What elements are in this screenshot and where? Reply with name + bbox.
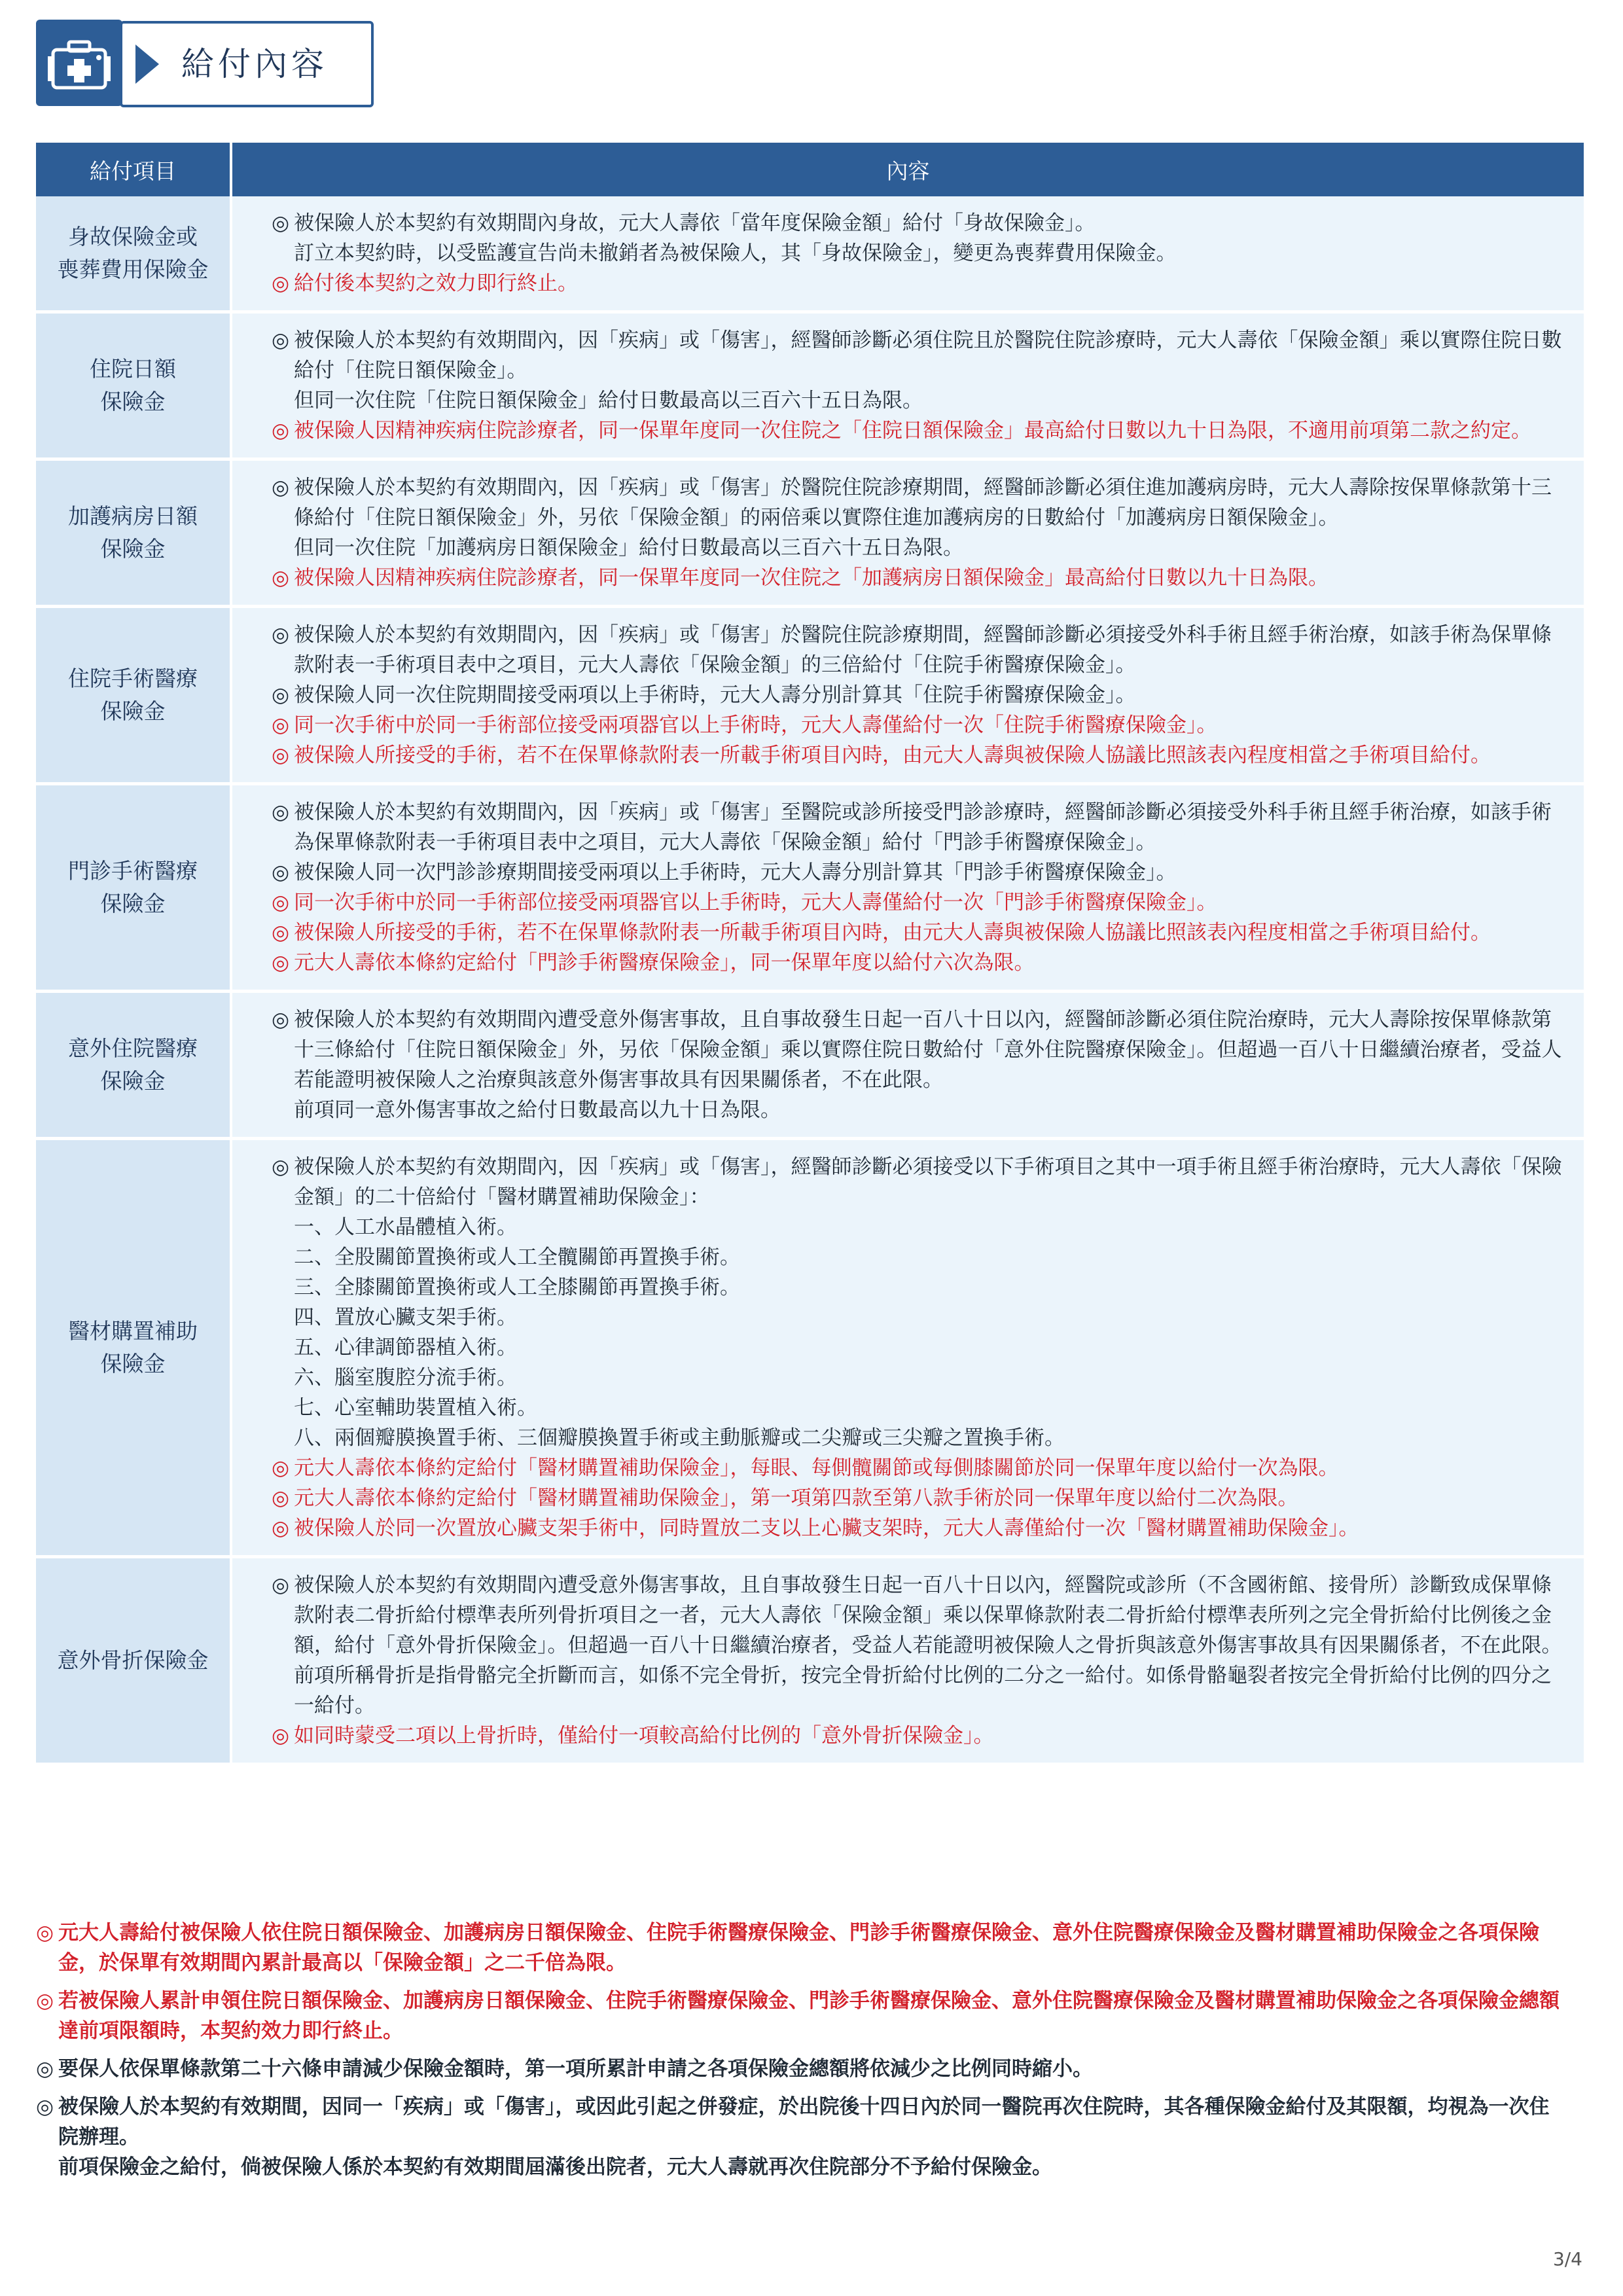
footnote-text: 被保險人於本契約有效期間，因同一「疾病」或「傷害」，或因此引起之併發症，於出院後十四日內於同一醫院再次住院時，其各種保險金給付及其限額，均視為一次住院辦理。 <box>58 2095 1550 2149</box>
bullet-mark: ◎ <box>36 1921 54 1945</box>
bullet-mark: ◎ <box>272 1008 290 1031</box>
medical-kit-icon <box>36 20 122 106</box>
content-line <box>251 268 1565 298</box>
content-line <box>251 533 1565 563</box>
table-row <box>36 196 1584 314</box>
line-text: 給付後本契約之效力即行終止。 <box>294 272 578 295</box>
bullet-mark: ◎ <box>272 1486 290 1510</box>
section-header <box>36 20 376 106</box>
content-line <box>251 325 1565 386</box>
bullet-mark: ◎ <box>272 272 290 295</box>
content-line <box>251 416 1565 446</box>
line-text: 二、全股關節置換術或人工全髖關節再置換手術。 <box>294 1246 740 1269</box>
content-line <box>251 620 1565 680</box>
content-line <box>251 1152 1565 1212</box>
footnote <box>36 1986 1567 2046</box>
line-text: 但同一次住院「住院日額保險金」給付日數最高以三百六十五日為限。 <box>294 389 923 412</box>
line-text: 訂立本契約時，以受監護宣告尚未撤銷者為被保險人，其「身故保險金」，變更為喪葬費用保險金。 <box>294 242 1177 265</box>
bullet-mark: ◎ <box>272 921 290 944</box>
content-line <box>251 1453 1565 1483</box>
line-text: 前項同一意外傷害事故之給付日數最高以九十日為限。 <box>294 1098 781 1122</box>
table-row <box>36 608 1584 785</box>
line-text: 六、腦室腹腔分流手術。 <box>294 1366 517 1390</box>
benefits-table <box>36 143 1584 1766</box>
content-line <box>251 208 1565 238</box>
benefit-content <box>232 993 1584 1140</box>
header-item: 給付項目 <box>36 143 232 196</box>
page-number: 3/4 <box>1552 2248 1582 2270</box>
bullet-mark: ◎ <box>272 1573 290 1597</box>
table-row <box>36 1558 1584 1766</box>
bullet-mark: ◎ <box>272 419 290 442</box>
line-text: 八、兩個瓣膜換置手術、三個瓣膜換置手術或主動脈瓣或二尖瓣或三尖瓣之置換手術。 <box>294 1426 1065 1450</box>
benefit-content <box>232 461 1584 608</box>
line-text: 如同時蒙受二項以上骨折時，僅給付一項較高給付比例的「意外骨折保險金」。 <box>294 1724 994 1748</box>
table-row <box>36 314 1584 461</box>
content-line <box>251 1363 1565 1393</box>
line-text: 被保險人於本契約有效期間內，因「疾病」或「傷害」至醫院或診所接受門診診療時，經醫師診斷必須接受外科手術且經手術治療，如該手術為保單條款附表一手術項目表中之項目，元大人壽依「保險金額」給付「門診手術醫療保險金」。 <box>294 800 1552 854</box>
bullet-mark: ◎ <box>272 683 290 707</box>
line-text: 三、全膝關節置換術或人工全膝關節再置換手術。 <box>294 1276 740 1299</box>
line-text: 被保險人同一次住院期間接受兩項以上手術時，元大人壽分別計算其「住院手術醫療保險金」。 <box>294 683 1136 707</box>
title-box <box>120 21 374 107</box>
line-text: 前項所稱骨折是指骨骼完全折斷而言，如係不完全骨折，按完全骨折給付比例的二分之一給付。如係骨骼龜裂者按完全骨折給付比例的四分之一給付。 <box>294 1664 1552 1717</box>
benefit-item: 意外住院醫療 保險金 <box>36 993 232 1140</box>
bullet-mark: ◎ <box>272 891 290 914</box>
bullet-mark: ◎ <box>272 861 290 884</box>
line-text: 被保險人因精神疾病住院診療者，同一保單年度同一次住院之「加護病房日額保險金」最高給付日數以九十日為限。 <box>294 566 1329 590</box>
footnote-text: 要保人依保單條款第二十六條申請減少保險金額時，第一項所累計申請之各項保險金總額將依減少之比例同時縮小。 <box>58 2057 1093 2081</box>
line-text: 四、置放心臟支架手術。 <box>294 1306 517 1329</box>
header-content: 內容 <box>232 143 1584 196</box>
line-text: 同一次手術中於同一手術部位接受兩項器官以上手術時，元大人壽僅給付一次「門診手術醫療保險金」。 <box>294 891 1217 914</box>
bullet-mark: ◎ <box>272 1456 290 1480</box>
content-line <box>251 680 1565 710</box>
benefit-content <box>232 785 1584 993</box>
line-text: 元大人壽依本條約定給付「門診手術醫療保險金」，同一保單年度以給付六次為限。 <box>294 951 1035 975</box>
content-line <box>251 797 1565 857</box>
benefit-item: 意外骨折保險金 <box>36 1558 232 1766</box>
bullet-mark: ◎ <box>272 329 290 352</box>
line-text: 被保險人於本契約有效期間內，因「疾病」或「傷害」，經醫師診斷必須接受以下手術項目之其中一項手術且經手術治療時，元大人壽依「保險金額」的二十倍給付「醫材購置補助保險金」： <box>294 1155 1562 1209</box>
content-line <box>251 948 1565 978</box>
bullet-mark: ◎ <box>36 2095 54 2119</box>
table-row <box>36 785 1584 993</box>
bullet-mark: ◎ <box>272 1516 290 1540</box>
content-line <box>251 386 1565 416</box>
footnote-text: 若被保險人累計申領住院日額保險金、加護病房日額保險金、住院手術醫療保險金、門診手術醫療保險金、意外住院醫療保險金及醫材購置補助保險金之各項保險金總額達前項限額時，本契約效力即行終止。 <box>58 1989 1560 2043</box>
content-line <box>251 1660 1565 1721</box>
line-text: 七、心室輔助裝置植入術。 <box>294 1396 537 1420</box>
bullet-mark: ◎ <box>272 566 290 590</box>
footnote <box>36 1918 1567 1978</box>
bullet-mark: ◎ <box>272 476 290 499</box>
line-text: 被保險人於本契約有效期間內，因「疾病」或「傷害」於醫院住院診療期間，經醫師診斷必須接受外科手術且經手術治療，如該手術為保單條款附表一手術項目表中之項目，元大人壽依「保險金額」的三倍給付「住院手術醫療保險金」。 <box>294 623 1552 677</box>
footnote <box>36 2092 1567 2182</box>
line-text: 被保險人於本契約有效期間內，因「疾病」或「傷害」，經醫師診斷必須住院且於醫院住院診療時，元大人壽依「保險金額」乘以實際住院日數給付「住院日額保險金」。 <box>294 329 1562 382</box>
table-row <box>36 1140 1584 1558</box>
content-line <box>251 1333 1565 1363</box>
bullet-mark: ◎ <box>272 211 290 235</box>
footnotes <box>36 1918 1567 2190</box>
line-text: 五、心律調節器植入術。 <box>294 1336 517 1359</box>
benefit-item: 住院手術醫療 保險金 <box>36 608 232 785</box>
content-line <box>251 238 1565 268</box>
benefit-item: 住院日額 保險金 <box>36 314 232 461</box>
content-line <box>251 710 1565 740</box>
benefit-content <box>232 196 1584 314</box>
content-line <box>251 1483 1565 1513</box>
bullet-mark: ◎ <box>272 1724 290 1748</box>
line-text: 被保險人於本契約有效期間內遭受意外傷害事故，且自事故發生日起一百八十日以內，經醫院或診所（不含國術館、接骨所）診斷致成保單條款附表二骨折給付標準表所列骨折項目之一者，元大人壽依「保險金額」乘以保單條款附表二骨折給付標準表所列之完全骨折給付比例後之金額，給付「意外骨折保險金」。但超過一百八十日繼續治療者，受益人若能證明被保險人之骨折與該意外傷害事故具有因果關係者，不在此限。 <box>294 1573 1562 1657</box>
line-text: 同一次手術中於同一手術部位接受兩項器官以上手術時，元大人壽僅給付一次「住院手術醫療保險金」。 <box>294 713 1217 737</box>
content-line <box>251 1212 1565 1242</box>
line-text: 但同一次住院「加護病房日額保險金」給付日數最高以三百六十五日為限。 <box>294 536 963 560</box>
bullet-mark: ◎ <box>272 1155 290 1179</box>
benefit-item: 身故保險金或 喪葬費用保險金 <box>36 196 232 314</box>
content-line <box>251 857 1565 888</box>
line-text: 元大人壽依本條約定給付「醫材購置補助保險金」，每眼、每側髖關節或每側膝關節於同一保單年度以給付一次為限。 <box>294 1456 1339 1480</box>
content-line <box>251 1570 1565 1660</box>
line-text: 被保險人於同一次置放心臟支架手術中，同時置放二支以上心臟支架時，元大人壽僅給付一次「醫材購置補助保險金」。 <box>294 1516 1359 1540</box>
content-line <box>251 1272 1565 1302</box>
line-text: 被保險人同一次門診診療期間接受兩項以上手術時，元大人壽分別計算其「門診手術醫療保險金」。 <box>294 861 1177 884</box>
bullet-mark: ◎ <box>36 1989 54 2013</box>
line-text: 被保險人於本契約有效期間內，因「疾病」或「傷害」於醫院住院診療期間，經醫師診斷必須住進加護病房時，元大人壽除按保單條款第十三條給付「住院日額保險金」外，另依「保險金額」的兩倍乘以實際住進加護病房的日數給付「加護病房日額保險金」。 <box>294 476 1552 529</box>
content-line <box>251 563 1565 593</box>
content-line <box>251 1005 1565 1095</box>
bullet-mark: ◎ <box>272 951 290 975</box>
footnote-extra: 前項保險金之給付，倘被保險人係於本契約有效期間屆滿後出院者，元大人壽就再次住院部分不予給付保險金。 <box>58 2155 1052 2179</box>
benefit-content <box>232 314 1584 461</box>
line-text: 被保險人所接受的手術，若不在保單條款附表一所載手術項目內時，由元大人壽與被保險人協議比照該表內程度相當之手術項目給付。 <box>294 921 1491 944</box>
content-line <box>251 1721 1565 1751</box>
line-text: 被保險人於本契約有效期間內身故，元大人壽依「當年度保險金額」給付「身故保險金」。 <box>294 211 1096 235</box>
benefit-item: 門診手術醫療 保險金 <box>36 785 232 993</box>
benefit-content <box>232 1558 1584 1766</box>
line-text: 被保險人所接受的手術，若不在保單條款附表一所載手術項目內時，由元大人壽與被保險人協議比照該表內程度相當之手術項目給付。 <box>294 744 1491 767</box>
content-line <box>251 1513 1565 1543</box>
content-line <box>251 1393 1565 1423</box>
line-text: 一、人工水晶體植入術。 <box>294 1215 517 1239</box>
table-row <box>36 461 1584 608</box>
line-text: 被保險人因精神疾病住院診療者，同一保單年度同一次住院之「住院日額保險金」最高給付日數以九十日為限，不適用前項第二款之約定。 <box>294 419 1531 442</box>
content-line <box>251 473 1565 533</box>
bullet-mark: ◎ <box>272 713 290 737</box>
footnote <box>36 2054 1567 2084</box>
line-text: 元大人壽依本條約定給付「醫材購置補助保險金」，第一項第四款至第八款手術於同一保單年度以給付二次為限。 <box>294 1486 1298 1510</box>
content-line <box>251 918 1565 948</box>
content-line <box>251 888 1565 918</box>
benefit-item: 加護病房日額 保險金 <box>36 461 232 608</box>
benefit-content <box>232 608 1584 785</box>
arrow-right-icon <box>135 45 159 84</box>
table-header-row <box>36 143 1584 196</box>
bullet-mark: ◎ <box>272 800 290 824</box>
table-row <box>36 993 1584 1140</box>
content-line <box>251 1302 1565 1333</box>
content-line <box>251 1242 1565 1272</box>
bullet-mark: ◎ <box>272 623 290 647</box>
content-line <box>251 1095 1565 1125</box>
page-title: 給付內容 <box>181 45 328 83</box>
content-line <box>251 740 1565 770</box>
bullet-mark: ◎ <box>272 744 290 767</box>
benefit-content <box>232 1140 1584 1558</box>
bullet-mark: ◎ <box>36 2057 54 2081</box>
footnote-text: 元大人壽給付被保險人依住院日額保險金、加護病房日額保險金、住院手術醫療保險金、門診手術醫療保險金、意外住院醫療保險金及醫材購置補助保險金之各項保險金，於保單有效期間內累計最高以「保險金額」之二千倍為限。 <box>58 1921 1539 1975</box>
line-text: 被保險人於本契約有效期間內遭受意外傷害事故，且自事故發生日起一百八十日以內，經醫師診斷必須住院治療時，元大人壽除按保單條款第十三條給付「住院日額保險金」外，另依「保險金額」乘以實際住院日數給付「意外住院醫療保險金」。但超過一百八十日繼續治療者，受益人若能證明被保險人之治療與該意外傷害事故具有因果關係者，不在此限。 <box>294 1008 1562 1092</box>
content-line <box>251 1423 1565 1453</box>
benefit-item: 醫材購置補助 保險金 <box>36 1140 232 1558</box>
